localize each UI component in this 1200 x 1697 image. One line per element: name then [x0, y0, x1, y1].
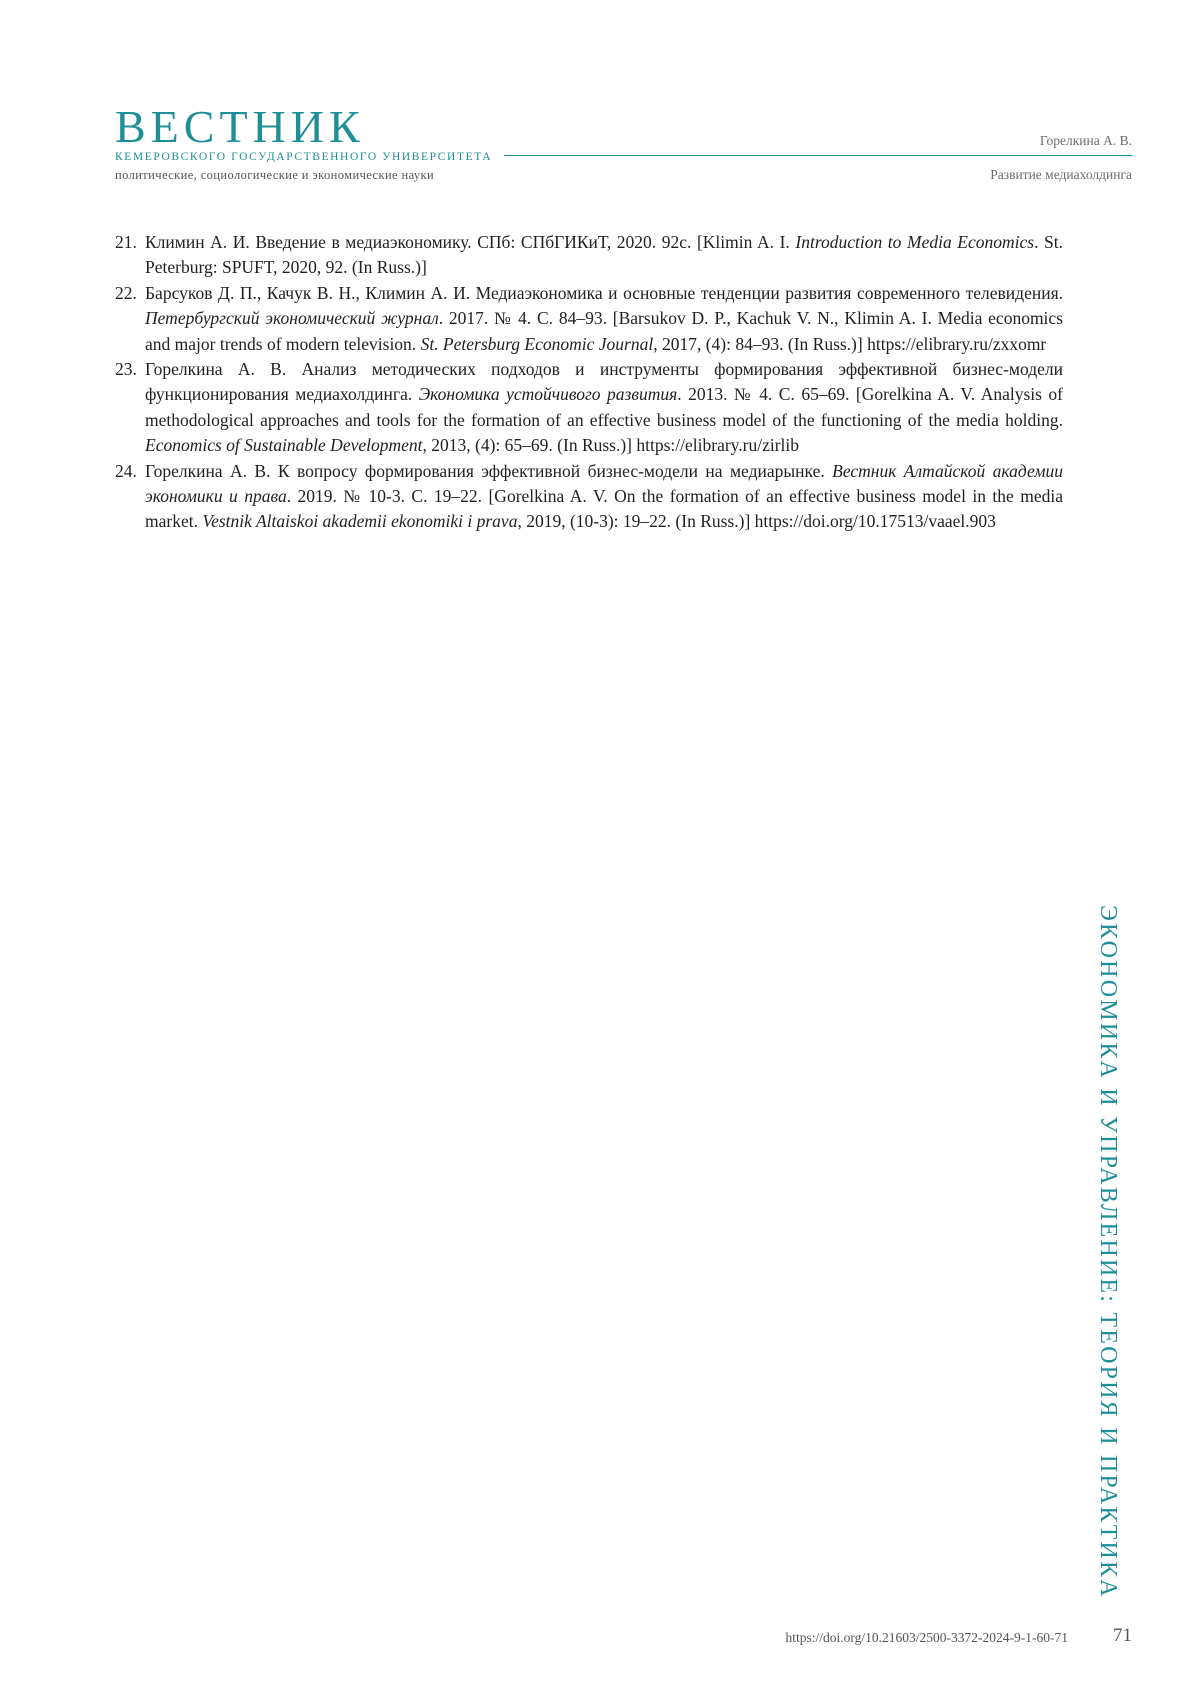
reference-text: Барсуков Д. П., Качук В. Н., Климин А. И. Медиаэкономика и основные тенденции развития современного телевидения. [145, 282, 1063, 303]
reference-title-italic: Economics of Sustainable Development [145, 435, 423, 456]
reference-text: , 2019, (10-3): 19–22. (In Russ.)] https://doi.org/10.17513/vaael.903 [517, 511, 996, 532]
header-divider [504, 155, 1132, 156]
reference-item [115, 357, 1063, 459]
reference-text: Горелкина А. В. К вопросу формирования эффективной бизнес-модели на медиарынке. [145, 460, 833, 481]
reference-text: . 2017. № 4. С. 84–93. [Barsukov D. P., Kachuk V. N., Klimin A. I. Media economics and major trends of modern television. [145, 308, 1063, 354]
reference-item [115, 230, 1063, 281]
reference-title-italic: Петербургский экономический журнал [145, 308, 439, 329]
section-side-label: ЭКОНОМИКА И УПРАВЛЕНИЕ: ТЕОРИЯ И ПРАКТИКА [1095, 905, 1121, 1599]
reference-number: 22. [115, 282, 137, 303]
journal-series: политические, социологические и экономические науки [115, 168, 435, 182]
article-doi: https://doi.org/10.21603/2500-3372-2024-9-1-60-71 [785, 1630, 1068, 1645]
reference-text: Горелкина А. В. Анализ методических подходов и инструменты формирования эффективной бизнес-модели функционирования медиахолдинга. [145, 359, 1063, 405]
reference-number: 23. [115, 359, 137, 380]
reference-list [115, 230, 1063, 535]
reference-text: , 2013, (4): 65–69. (In Russ.)] https://elibrary.ru/zirlib [422, 435, 800, 456]
page-header [115, 100, 1132, 190]
running-head-author: Горелкина А. В. [1039, 133, 1132, 148]
reference-item [115, 459, 1063, 535]
running-head-section: Развитие медиахолдинга [990, 167, 1132, 182]
reference-item [115, 281, 1063, 357]
reference-text: , 2017, (4): 84–93. (In Russ.)] https://elibrary.ru/zxxomr [653, 333, 1047, 354]
section-side-rail [1094, 905, 1130, 1599]
reference-title-italic: Вестник Алтайской академии экономики и права [145, 460, 1063, 507]
reference-text: Климин А. И. Введение в медиаэкономику. СПб: СПбГИКиТ, 2020. 92с. [Klimin A. I. [145, 232, 796, 252]
reference-title-italic: St. Petersburg Economic Journal [420, 333, 654, 354]
journal-title: ВЕСТНИК [115, 101, 365, 152]
reference-text: . St. Peterburg: SPUFT, 2020, 92. (In Russ.)] [145, 232, 1063, 278]
reference-number: 21. [115, 232, 137, 252]
journal-subtitle: КЕМЕРОВСКОГО ГОСУДАРСТВЕННОГО УНИВЕРСИТЕТА [115, 151, 493, 163]
reference-title-italic: Экономика устойчивого развития [418, 384, 678, 405]
reference-title-italic: Introduction to Media Economics [795, 232, 1035, 252]
reference-title-italic: Vestnik Altaiskoi akademii ekonomiki i prava [202, 511, 518, 532]
reference-text: . 2013. № 4. С. 65–69. [Gorelkina A. V. Analysis of methodological approaches and tools for the formation of an effective business model of the functioning of the media holding. [145, 384, 1063, 430]
page-number: 71 [1113, 1625, 1132, 1646]
reference-number: 24. [115, 460, 137, 481]
reference-text: . 2019. № 10-3. С. 19–22. [Gorelkina A. V. On the formation of an effective business model in the media market. [145, 486, 1063, 532]
